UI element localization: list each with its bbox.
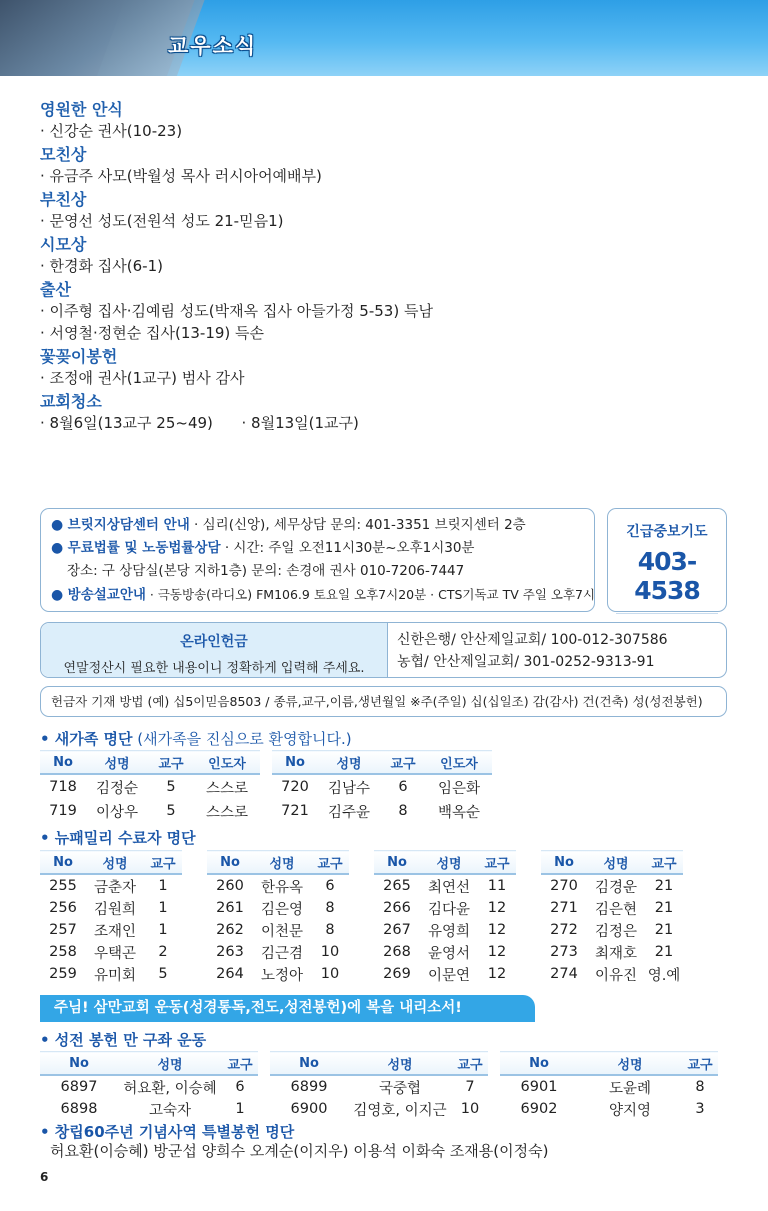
cell: 257	[49, 922, 77, 938]
cell: 12	[487, 922, 507, 938]
cell: 백옥순	[437, 804, 481, 821]
cell: 6900	[290, 1101, 328, 1117]
bullet-icon: ●	[51, 587, 68, 603]
cell: 273	[550, 944, 578, 960]
table-row	[40, 799, 260, 823]
cell: 271	[550, 900, 578, 916]
col-header: 성명	[587, 851, 645, 875]
cell: 21	[654, 922, 674, 938]
prayer-box	[607, 508, 727, 612]
info-line-bridge	[51, 514, 584, 537]
cell: 8	[325, 922, 335, 938]
cell: 김영호, 이지근	[353, 1102, 447, 1119]
table-row	[207, 919, 349, 941]
cell: 720	[281, 779, 309, 795]
roster-table	[207, 850, 349, 985]
anniversary-title: • 창립60주년 기념사역 특별봉헌 명단	[40, 1123, 295, 1141]
col-header: 교구	[311, 851, 349, 875]
col-header: No	[270, 1052, 348, 1076]
cell: 6897	[60, 1079, 98, 1095]
news-section	[40, 280, 740, 344]
anniversary-names: 허요환(이승혜) 방군섭 양희수 오계순(이지우) 이용석 이화숙 조재용(이정숙)	[50, 1142, 549, 1160]
cell: 최연선	[427, 879, 471, 896]
col-header: No	[40, 851, 86, 875]
cell: 6	[325, 878, 335, 894]
online-offering-desc: 연말정산시 필요한 내용이니 정확하게 입력해 주세요.	[63, 661, 365, 676]
col-header: 교구	[478, 851, 516, 875]
col-header: 교구	[452, 1052, 488, 1076]
table-row	[207, 941, 349, 963]
col-header: No	[40, 1052, 118, 1076]
table-row	[40, 774, 260, 799]
info-line-broadcast	[51, 583, 596, 607]
bullet-icon: ●	[51, 517, 68, 533]
cell: 8	[325, 900, 335, 916]
news-section	[40, 100, 740, 142]
col-header: 교구	[144, 851, 182, 875]
cell: 261	[216, 900, 244, 916]
cell: 8	[695, 1079, 705, 1095]
table-row	[500, 1098, 718, 1120]
section-line: · 한경화 집사(6-1)	[40, 257, 163, 275]
roster-table	[500, 1051, 718, 1120]
cell: 21	[654, 900, 674, 916]
cell: 11	[487, 878, 507, 894]
section-line: · 서영철·정현순 집사(13-19) 득손	[40, 324, 265, 342]
cell: 6902	[520, 1101, 558, 1117]
info-text: · 심리(신앙), 세무상담 문의: 401-3351 브릿지센터 2층	[189, 517, 526, 533]
cell: 김원희	[93, 901, 137, 918]
info-line-legal-place: 장소: 구 상담실(본당 지하1층) 문의: 손경애 권사 010-7206-7447	[67, 563, 465, 579]
section-line: · 문영선 성도(전원석 성도 21-믿음1)	[40, 212, 284, 230]
cell: 최재호	[594, 945, 638, 962]
cell: 한유옥	[260, 879, 304, 896]
cell: 12	[487, 944, 507, 960]
table-row	[270, 1075, 488, 1098]
table-row	[374, 897, 516, 919]
cell: 8	[398, 803, 408, 819]
table-row	[40, 963, 182, 985]
table-row	[40, 941, 182, 963]
cell: 이유진	[594, 967, 638, 984]
cell: 김경운	[594, 879, 638, 896]
bank-account: 신한은행/ 안산제일교회/ 100-012-307586	[397, 632, 668, 648]
cell: 이상우	[95, 804, 139, 821]
col-header: No	[500, 1052, 578, 1076]
cell: 256	[49, 900, 77, 916]
section-title: 영원한 안식	[40, 100, 123, 119]
cell: 272	[550, 922, 578, 938]
col-header: 성명	[318, 751, 380, 775]
bank-accounts	[397, 629, 668, 673]
cell: 5	[166, 779, 176, 795]
bullet-icon: ●	[51, 540, 68, 556]
section-title: 시모상	[40, 235, 87, 254]
campaign-banner: 주님! 삼만교회 운동(성경통독,전도,성전봉헌)에 복을 내리소서!	[40, 995, 535, 1022]
table-row	[207, 963, 349, 985]
cell: 3	[695, 1101, 705, 1117]
giving-method: 헌금자 기재 방법 (예) 십5이믿음8503 / 종류,교구,이름,생년월일 ※주(주일) 십(십일조) 감(감사) 건(건축) 성(성전봉헌)	[40, 686, 727, 717]
newfamily-table-left	[40, 750, 260, 823]
table-row	[541, 941, 683, 963]
table-row	[272, 774, 492, 799]
cell: 265	[383, 878, 411, 894]
cell: 6898	[60, 1101, 98, 1117]
table-row	[40, 1098, 258, 1120]
cell: 노정아	[260, 967, 304, 984]
online-offering-title: 온라인헌금	[180, 634, 248, 650]
table-row	[40, 897, 182, 919]
section-line: · 조정애 권사(1교구) 범사 감사	[40, 369, 245, 387]
account-campaign-title: • 성전 봉헌 만 구좌 운동	[40, 1031, 207, 1049]
col-header: No	[374, 851, 420, 875]
cell: 김주윤	[327, 804, 371, 821]
cell: 금춘자	[93, 879, 137, 896]
news-section	[40, 145, 740, 187]
cell: 12	[487, 900, 507, 916]
section-title: 모친상	[40, 145, 87, 164]
page-title: 교우소식	[168, 34, 258, 58]
info-label: 브릿지상담센터 안내	[67, 517, 190, 533]
col-header: 성명	[86, 751, 148, 775]
table-row	[207, 897, 349, 919]
info-box	[40, 508, 595, 612]
prayer-phone: 403-4538	[634, 547, 700, 605]
cell: 유영희	[427, 923, 471, 940]
col-header: 성명	[578, 1052, 682, 1076]
cell: 263	[216, 944, 244, 960]
table-row	[270, 1098, 488, 1120]
cell: 258	[49, 944, 77, 960]
col-header: 교구	[645, 851, 683, 875]
news-section	[40, 235, 740, 277]
news-section	[40, 392, 740, 434]
section-title: 교회청소	[40, 392, 102, 411]
cell: 이천문	[260, 923, 304, 940]
section-title: 부친상	[40, 190, 87, 209]
news-section	[40, 190, 740, 232]
church-news	[40, 97, 740, 434]
table-row	[541, 874, 683, 897]
table-row	[541, 897, 683, 919]
cell: 719	[49, 803, 77, 819]
cell: 윤영서	[427, 945, 471, 962]
col-header: 성명	[420, 851, 478, 875]
info-line-legal	[51, 537, 584, 560]
section-line: · 8월6일(13교구 25~49) · 8월13일(1교구)	[40, 414, 359, 432]
table-row	[40, 874, 182, 897]
cell: 10	[460, 1101, 480, 1117]
news-section	[40, 347, 740, 389]
cell: 6	[398, 779, 408, 795]
cell: 우택곤	[93, 945, 137, 962]
cell: 255	[49, 878, 77, 894]
cell: 스스로	[205, 804, 249, 821]
cell: 268	[383, 944, 411, 960]
cell: 21	[654, 944, 674, 960]
roster-table	[40, 850, 182, 985]
online-offering-box	[40, 622, 727, 678]
roster-table	[541, 850, 683, 985]
table-row	[541, 919, 683, 941]
cell: 12	[487, 966, 507, 982]
info-label: 무료법률 및 노동법률상담	[67, 540, 221, 556]
info-label: 방송설교안내	[67, 587, 146, 603]
cell: 이문연	[427, 967, 471, 984]
col-header: 교구	[222, 1052, 258, 1076]
cell: 1	[158, 878, 168, 894]
cell: 스스로	[205, 780, 249, 797]
cell: 고숙자	[148, 1102, 192, 1119]
cell: 6901	[520, 1079, 558, 1095]
cell: 267	[383, 922, 411, 938]
info-text: · 극동방송(라디오) FM106.9 토요일 오후7시20분 · CTS기독교 TV 주일 오후7시	[145, 587, 596, 602]
cell: 5	[166, 803, 176, 819]
table-row	[374, 941, 516, 963]
cell: 1	[235, 1101, 245, 1117]
newfamily-title	[40, 728, 352, 749]
cell: 262	[216, 922, 244, 938]
table-row	[272, 799, 492, 823]
section-title: 출산	[40, 280, 71, 299]
cell: 269	[383, 966, 411, 982]
cell: 5	[158, 966, 168, 982]
cell: 김은현	[594, 901, 638, 918]
cell: 김근겸	[260, 945, 304, 962]
col-header: No	[541, 851, 587, 875]
table-row	[374, 874, 516, 897]
cell: 허요환, 이승혜	[123, 1080, 217, 1097]
cell: 양지영	[608, 1102, 652, 1119]
table-row	[374, 919, 516, 941]
section-title: 꽃꽂이봉헌	[40, 347, 118, 366]
col-header: No	[40, 751, 86, 775]
roster-table	[374, 850, 516, 985]
table-row	[40, 919, 182, 941]
newfamily-table-right	[272, 750, 492, 823]
cell: 국중협	[378, 1080, 422, 1097]
cell: 10	[320, 966, 340, 982]
section-line: · 신강순 권사(10-23)	[40, 122, 183, 140]
cell: 1	[158, 922, 168, 938]
table-row	[541, 963, 683, 985]
table-row	[500, 1075, 718, 1098]
table-row	[40, 1075, 258, 1098]
header-banner	[0, 0, 768, 76]
cell: 김다윤	[427, 901, 471, 918]
cell: 도윤례	[608, 1080, 652, 1097]
cell: 2	[158, 944, 168, 960]
col-header: 교구	[682, 1052, 718, 1076]
prayer-title: 긴급중보기도	[626, 524, 708, 540]
col-header: No	[272, 751, 318, 775]
cell: 260	[216, 878, 244, 894]
cell: 김은영	[260, 901, 304, 918]
roster-table	[40, 1051, 258, 1120]
page-number: 6	[40, 1170, 49, 1184]
bank-account: 농협/ 안산제일교회/ 301-0252-9313-91	[397, 654, 655, 670]
graduates-title: • 뉴패밀리 수료자 명단	[40, 829, 196, 847]
cell: 영.예	[647, 967, 681, 984]
cell: 7	[465, 1079, 475, 1095]
table-row	[374, 963, 516, 985]
cell: 6	[235, 1079, 245, 1095]
cell: 임은화	[437, 780, 481, 797]
cell: 266	[383, 900, 411, 916]
section-line: · 이주형 집사·김예림 성도(박재옥 집사 아들가정 5-53) 득남	[40, 302, 433, 320]
section-line: · 유금주 사모(박월성 목사 러시아어예배부)	[40, 167, 322, 185]
col-header: 인도자	[426, 751, 492, 775]
cell: 김정순	[95, 780, 139, 797]
cell: 21	[654, 878, 674, 894]
col-header: 교구	[148, 751, 194, 775]
cell: 274	[550, 966, 578, 982]
col-header: 성명	[118, 1052, 222, 1076]
online-offering-header	[41, 623, 388, 677]
cell: 김정은	[594, 923, 638, 940]
cell: 조재인	[93, 923, 137, 940]
roster-table	[270, 1051, 488, 1120]
cell: 1	[158, 900, 168, 916]
cell: 6899	[290, 1079, 328, 1095]
col-header: 성명	[253, 851, 311, 875]
cell: 김남수	[327, 780, 371, 797]
cell: 264	[216, 966, 244, 982]
col-header: 성명	[86, 851, 144, 875]
cell: 유미회	[93, 967, 137, 984]
cell: 259	[49, 966, 77, 982]
col-header: 교구	[380, 751, 426, 775]
subtitle-text: • 새가족 명단	[40, 730, 133, 748]
cell: 718	[49, 779, 77, 795]
cell: 270	[550, 878, 578, 894]
table-row	[207, 874, 349, 897]
col-header: 인도자	[194, 751, 260, 775]
cell: 721	[281, 803, 309, 819]
info-text: · 시간: 주일 오전11시30분~오후1시30분	[220, 540, 475, 556]
col-header: No	[207, 851, 253, 875]
subtitle-note: (새가족을 진심으로 환영합니다.)	[132, 730, 352, 748]
cell: 10	[320, 944, 340, 960]
col-header: 성명	[348, 1052, 452, 1076]
